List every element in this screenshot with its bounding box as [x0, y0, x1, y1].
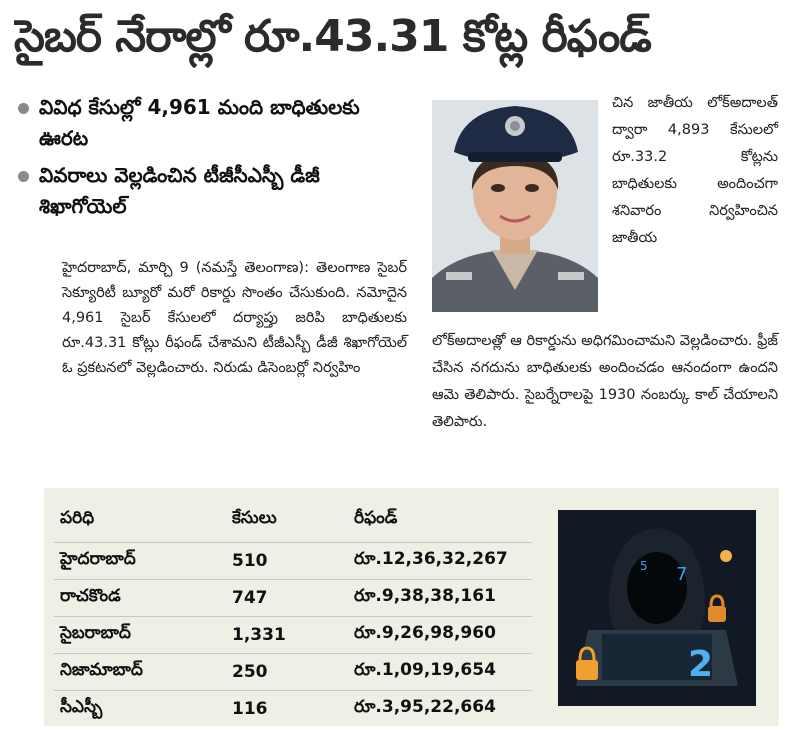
- svg-text:2: 2: [688, 644, 714, 685]
- hacker-illustration: [558, 510, 756, 706]
- officer-portrait-icon: [432, 100, 598, 312]
- highlight-text: వివిధ కేసుల్లో 4,961 మంది బాధితులకు ఊరట: [39, 95, 360, 150]
- cell-region: నిజామాబాద్: [54, 654, 226, 691]
- table-row: [54, 580, 532, 617]
- highlight-item: [14, 92, 414, 154]
- header-refund: రీఫండ్: [354, 508, 398, 528]
- cell-refund: రూ.12,36,32,267: [348, 543, 532, 580]
- highlight-item: [14, 160, 414, 222]
- cell-region: సైబరాబాద్: [54, 617, 226, 654]
- cell-region: రాచకొండ: [54, 580, 226, 617]
- svg-text:5: 5: [640, 559, 648, 573]
- refund-table: [54, 504, 532, 727]
- cell-cases: 116: [226, 691, 348, 728]
- table-row: [54, 691, 532, 728]
- highlight-text: వివరాలు వెల్లడించిన టీజీసీఎస్బీ డీజీ శిఖాగోయెల్: [39, 163, 320, 218]
- cell-refund: రూ.3,95,22,664: [348, 691, 532, 728]
- refund-table-box: [44, 488, 779, 726]
- svg-text:7: 7: [676, 564, 688, 585]
- table-header-row: [54, 504, 532, 543]
- hacker-icon: [558, 510, 756, 706]
- cell-refund: రూ.9,38,38,161: [348, 580, 532, 617]
- cell-region: సీఎస్బీ: [54, 691, 226, 728]
- article-body-left: హైదరాబాద్, మార్చి 9 (నమస్తే తెలంగాణ): తెలంగాణ సైబర్ సెక్యూరిటీ బ్యూరో మరో రికార్డు సొంతం చేసుకుంది. నమోదైన 4,961 సైబర్ కేసులలో దర్యాప్తు జరిపి బాధితులకు రూ.43.31 కోట్లు రీఫండ్ చేశామని టీజీఎస్బీ డీజీ శిఖాగోయెల్ ఓ ప్రకటనలో వెల్లడించారు. నిరుడు డిసెంబర్లో నిర్వహిం: [62, 260, 407, 376]
- highlights: [14, 92, 414, 228]
- header-region: పరిధి: [60, 508, 95, 528]
- header-cases: కేసులు: [232, 508, 277, 528]
- cell-refund: రూ.9,26,98,960: [348, 617, 532, 654]
- cell-cases: 747: [226, 580, 348, 617]
- table-row: [54, 654, 532, 691]
- cell-cases: 510: [226, 543, 348, 580]
- headline: సైబర్ నేరాల్లో రూ.43.31 కోట్ల రీఫండ్: [14, 11, 651, 62]
- cell-region: హైదరాబాద్: [54, 543, 226, 580]
- table-row: [54, 617, 532, 654]
- cell-refund: రూ.1,09,19,654: [348, 654, 532, 691]
- bullet-icon: [18, 171, 29, 182]
- article-body-right-bottom: లోక్అదాలత్లో ఆ రికార్డును అధిగమించామని వెల్లడించారు. ఫ్రీజ్ చేసిన నగదును బాధితులకు అందించడం ఆనందంగా ఉందని ఆమె తెలిపారు. సైబర్నేరాలపై 1930 నంబర్కు కాల్ చేయాలని తెలిపారు.: [432, 333, 778, 430]
- cell-cases: 250: [226, 654, 348, 691]
- article-body-right-top: చిన జాతీయ లోక్అదాలత్ ద్వారా 4,893 కేసులలో రూ.33.2 కోట్లను బాధితులకు అందించగా శనివారం నిర్వహించిన జాతీయ: [612, 95, 778, 246]
- bullet-icon: [18, 103, 29, 114]
- table-row: [54, 543, 532, 580]
- officer-portrait: [432, 100, 598, 312]
- cell-cases: 1,331: [226, 617, 348, 654]
